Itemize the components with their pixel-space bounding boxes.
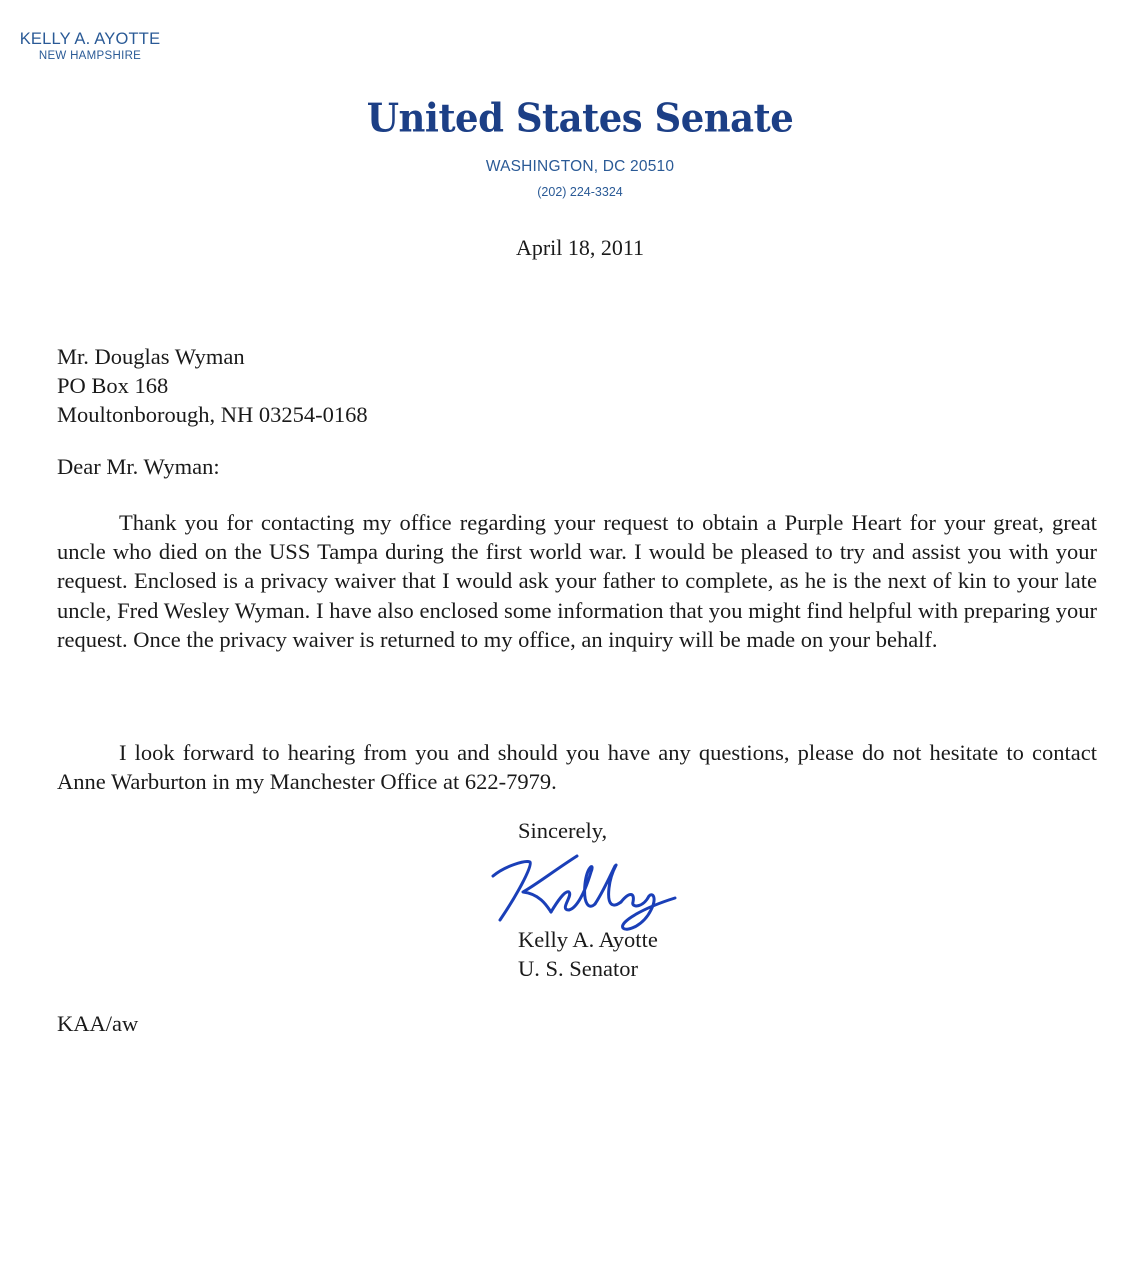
letterhead-senator-name: KELLY A. AYOTTE (19, 30, 161, 48)
recipient-line-3: Moultonborough, NH 03254-0168 (57, 402, 368, 427)
reference-initials: KAA/aw (57, 1011, 139, 1036)
senate-phone: (202) 224-3324 (537, 185, 623, 199)
handwritten-signature (485, 848, 695, 933)
letter-date: April 18, 2011 (515, 235, 645, 260)
recipient-address (57, 342, 368, 429)
salutation: Dear Mr. Wyman: (57, 454, 220, 479)
closing: Sincerely, (518, 818, 608, 843)
senate-title: United States Senate (366, 94, 794, 142)
senate-city: WASHINGTON, DC 20510 (485, 158, 675, 175)
recipient-line-2: PO Box 168 (57, 373, 169, 398)
signer-name: Kelly A. Ayotte (518, 927, 658, 952)
recipient-line-1: Mr. Douglas Wyman (57, 344, 245, 369)
body-paragraph-1: Thank you for contacting my office regarding your request to obtain a Purple Heart for your great, great uncle who died on the USS Tampa during the first world war. I would be pleased to try and assist you with your request. Enclosed is a privacy waiver that I would ask your father to complete, as he is the next of kin to your late uncle, Fred Wesley Wyman. I have also enclosed some information that you might find helpful with preparing your request. Once the privacy waiver is returned to my office, an inquiry will be made on your behalf. (57, 510, 1097, 652)
body-paragraph-2: I look forward to hearing from you and should you have any questions, please do not hesitate to contact Anne Warburton in my Manchester Office at 622-7979. (57, 740, 1097, 795)
signer-title: U. S. Senator (518, 956, 638, 981)
letterhead-state: NEW HAMPSHIRE (38, 50, 142, 62)
